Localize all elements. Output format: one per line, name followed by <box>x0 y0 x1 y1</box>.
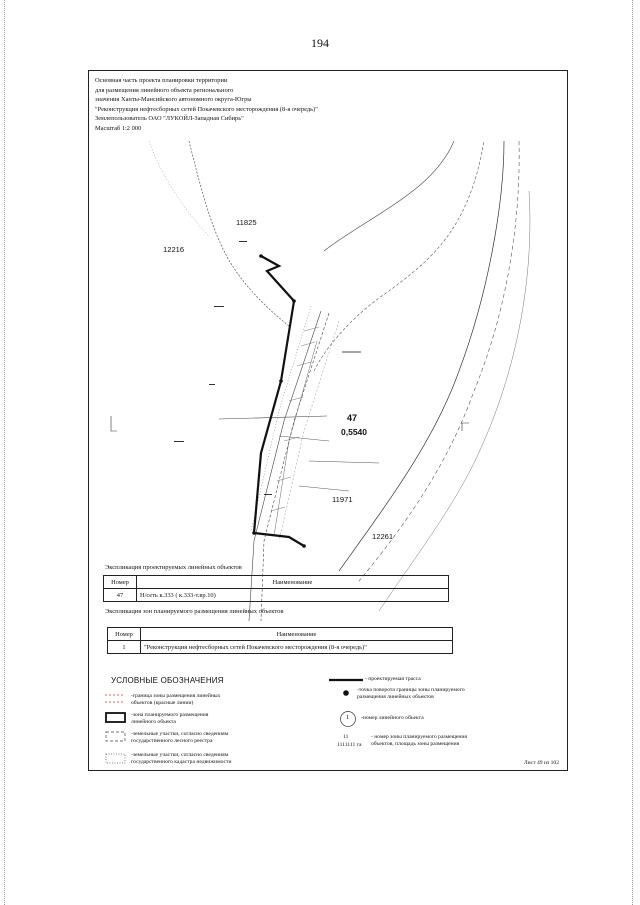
column-header-name: Наименование <box>137 576 449 589</box>
parcel-label: 11971 <box>332 495 353 504</box>
legend-right-2: -номер линейного объекта <box>361 715 424 721</box>
filled-dot-icon <box>341 688 351 698</box>
row-number: 47 <box>104 589 137 602</box>
column-header-number: Номер <box>104 576 137 589</box>
parcel-label: 12261 <box>372 532 394 541</box>
title-line: Основная часть проекта планировки территории <box>95 77 228 84</box>
parcel-label: 12216 <box>163 245 185 254</box>
linear-objects-title: Экспликация проектируемых линейных объектов <box>105 564 242 571</box>
row-name: "Реконструкция нефтесборных сетей Покачевского месторождения (8-я очередь)" <box>141 641 453 654</box>
scale-line: Масштаб 1:2 000 <box>95 124 142 132</box>
column-header-number: Номер <box>108 628 141 641</box>
fraction-denominator: 1111111 га <box>337 742 362 748</box>
linear-objects-table <box>103 575 449 602</box>
title-line: значения Ханты-Мансийского автономного округа-Югры <box>95 96 252 104</box>
title-line: "Реконструкция нефтесборных сетей Покачевского месторождения (8-я очередь)" <box>95 105 318 113</box>
column-header-name: Наименование <box>141 628 453 641</box>
legend-left-1: -зона планируемого размещения линейного объекта <box>131 712 209 725</box>
dashed-rectangle-icon <box>105 731 127 743</box>
legend-title: УСЛОВНЫЕ ОБОЗНАЧЕНИЯ <box>111 676 224 685</box>
legend-right-0: - проектируемая трасса <box>365 676 421 682</box>
zone-area: 0,5540 <box>341 427 367 437</box>
reference-line <box>299 486 349 491</box>
parcel-label: 11825 <box>236 218 257 227</box>
title-block <box>95 76 395 134</box>
road-line <box>324 141 454 251</box>
turning-point <box>302 544 306 548</box>
map-area <box>89 141 567 621</box>
map-small-marks <box>174 241 272 495</box>
row-number: 1 <box>108 641 141 654</box>
planned-route <box>254 256 304 546</box>
bold-line-icon <box>329 677 365 683</box>
scan-edge-right <box>632 0 633 905</box>
page-number: 194 <box>311 36 329 50</box>
road-line <box>339 141 504 571</box>
drawing-sheet <box>88 70 568 771</box>
legend-right-3: - номер зоны планируемого размещения объектов, площадь зоны размещения <box>371 734 467 747</box>
zones-table <box>107 627 453 654</box>
title-line: Землепользователь ОАО "ЛУКОЙЛ-Западная Сибирь" <box>95 115 244 123</box>
boundary-curve <box>189 141 289 326</box>
crop-mark <box>462 423 469 431</box>
table-row <box>108 641 453 654</box>
reference-line <box>219 416 327 419</box>
crop-mark <box>111 416 117 431</box>
reference-line <box>309 461 379 463</box>
legend-right-1: -точка поворота границы зоны планируемого размещения линейных объектов <box>357 687 465 700</box>
boundary-curve <box>149 141 209 236</box>
turning-point <box>252 531 256 535</box>
legend-left-2: -земельные участки, согласно сведениям государственного лесного реестра <box>131 731 229 744</box>
road-line <box>359 141 519 581</box>
zones-title: Экспликация зон планируемого размещения линейных объектов <box>105 608 284 615</box>
corridor-line <box>251 306 311 531</box>
map-drawing <box>89 141 567 621</box>
dotted-rectangle-icon <box>105 753 127 765</box>
zone-number: 47 <box>347 413 358 423</box>
legend-left-3: -земельные участки, согласно сведениям государственного кадастра недвижимости <box>131 752 232 765</box>
circle-number-symbol: 1 <box>346 714 350 721</box>
scan-edge-left <box>4 0 5 905</box>
sheet-number: Лист 49 из 102 <box>523 760 559 766</box>
legend-left-0: -граница зоны размещения линейных объектов (красные линии) <box>131 693 221 706</box>
row-name: Н/сеть к.333 ( к.333-т.вр.10) <box>137 589 449 602</box>
dashed-red-line-icon <box>105 692 127 706</box>
turning-point <box>292 299 296 303</box>
road-line <box>314 141 484 371</box>
turning-point <box>259 254 263 258</box>
turning-point <box>279 379 283 383</box>
bold-rectangle-icon <box>105 712 127 724</box>
corridor-line <box>279 321 339 541</box>
title-line: для размещения линейного объекта регионального <box>95 86 234 94</box>
fraction-numerator: 11 <box>343 734 349 740</box>
road-line <box>379 191 530 611</box>
table-row <box>104 589 449 602</box>
